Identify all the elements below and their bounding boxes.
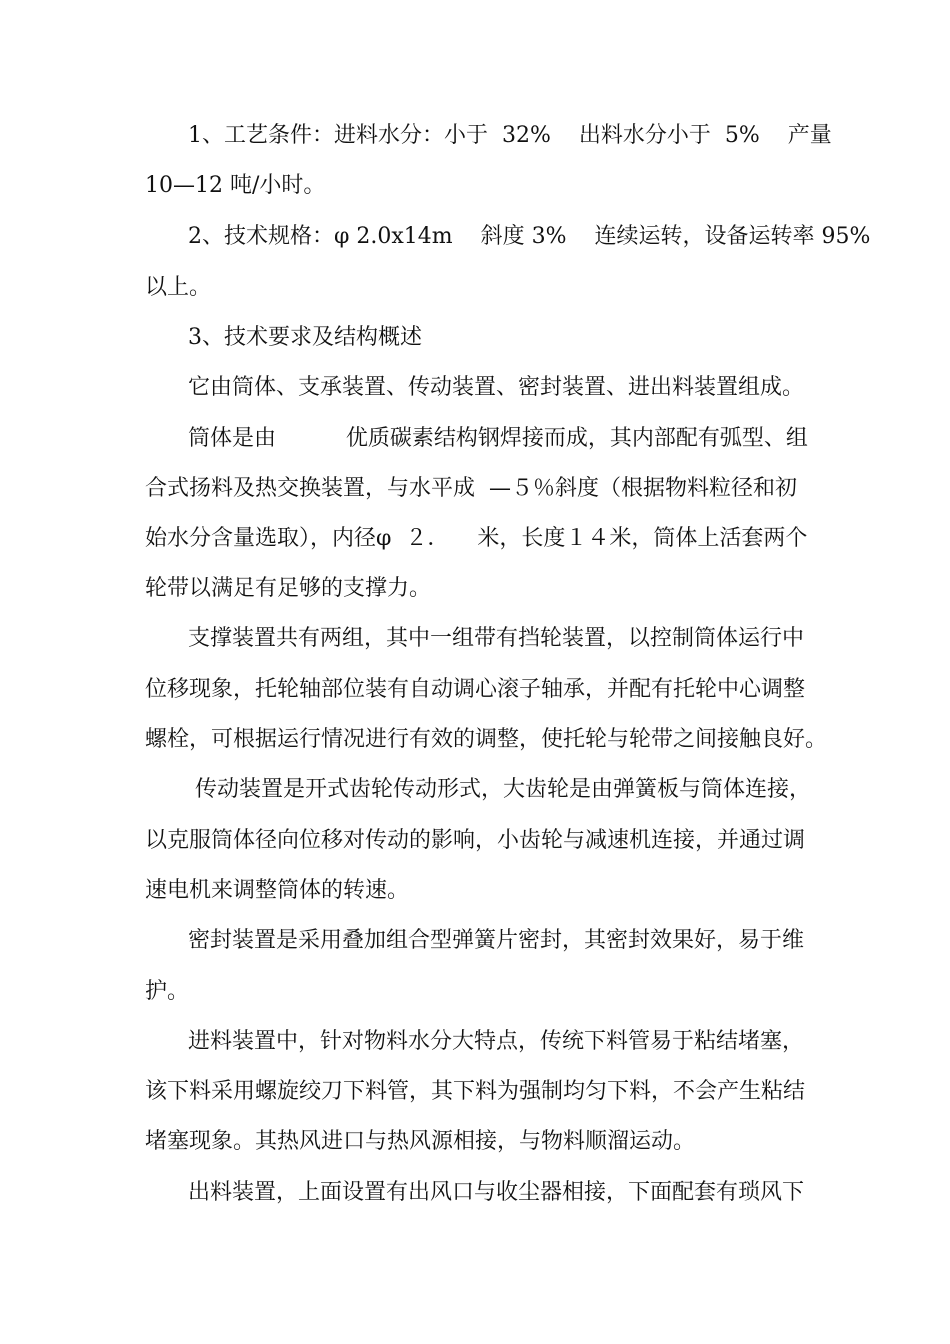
text-line: 它由筒体、支承装置、传动装置、密封装置、进出料装置组成。 xyxy=(188,375,805,400)
text-line: 护。 xyxy=(145,979,190,1004)
text-line: 位移现象，托轮轴部位装有自动调心滚子轴承，并配有托轮中心调整 xyxy=(145,677,806,702)
text-line: 10—12 吨/小时。 xyxy=(145,173,326,198)
text-line: 支撑装置共有两组，其中一组带有挡轮装置，以控制筒体运行中 xyxy=(188,626,805,651)
text-line: 该下料采用螺旋绞刀下料管，其下料为强制均匀下料，不会产生粘结 xyxy=(145,1079,806,1104)
text-line: 密封装置是采用叠加组合型弹簧片密封，其密封效果好，易于维 xyxy=(188,928,805,953)
text-line: 合式扬料及热交换装置，与水平成 —５％斜度（根据物料粒径和初 xyxy=(145,476,797,501)
text-line: 始水分含量选取），内径φ ２． 米，长度１４米，筒体上活套两个 xyxy=(145,526,808,551)
text-line: 2、技术规格：φ 2.0x14m 斜度 3% 连续运转，设备运转率 95% xyxy=(188,224,871,249)
text-line: 速电机来调整筒体的转速。 xyxy=(145,878,410,903)
text-line: 3、技术要求及结构概述 xyxy=(188,325,422,350)
text-line: 1、工艺条件：进料水分：小于 32% 出料水分小于 5% 产量 xyxy=(188,123,832,148)
text-line: 轮带以满足有足够的支撑力。 xyxy=(145,576,432,601)
text-line: 进料装置中，针对物料水分大特点，传统下料管易于粘结堵塞， xyxy=(188,1029,805,1054)
text-line: 堵塞现象。其热风进口与热风源相接，与物料顺溜运动。 xyxy=(145,1129,696,1154)
text-line: 出料装置，上面设置有出风口与收尘器相接，下面配套有琐风下 xyxy=(188,1180,805,1205)
text-line: 以上。 xyxy=(145,275,212,300)
text-line: 筒体是由 优质碳素结构钢焊接而成，其内部配有弧型、组 xyxy=(188,426,808,451)
text-line: 螺栓，可根据运行情况进行有效的调整，使托轮与轮带之间接触良好。 xyxy=(145,727,828,752)
text-line: 传动装置是开式齿轮传动形式，大齿轮是由弹簧板与筒体连接， xyxy=(188,777,811,802)
text-line: 以克服筒体径向位移对传动的影响，小齿轮与减速机连接，并通过调 xyxy=(145,828,806,853)
